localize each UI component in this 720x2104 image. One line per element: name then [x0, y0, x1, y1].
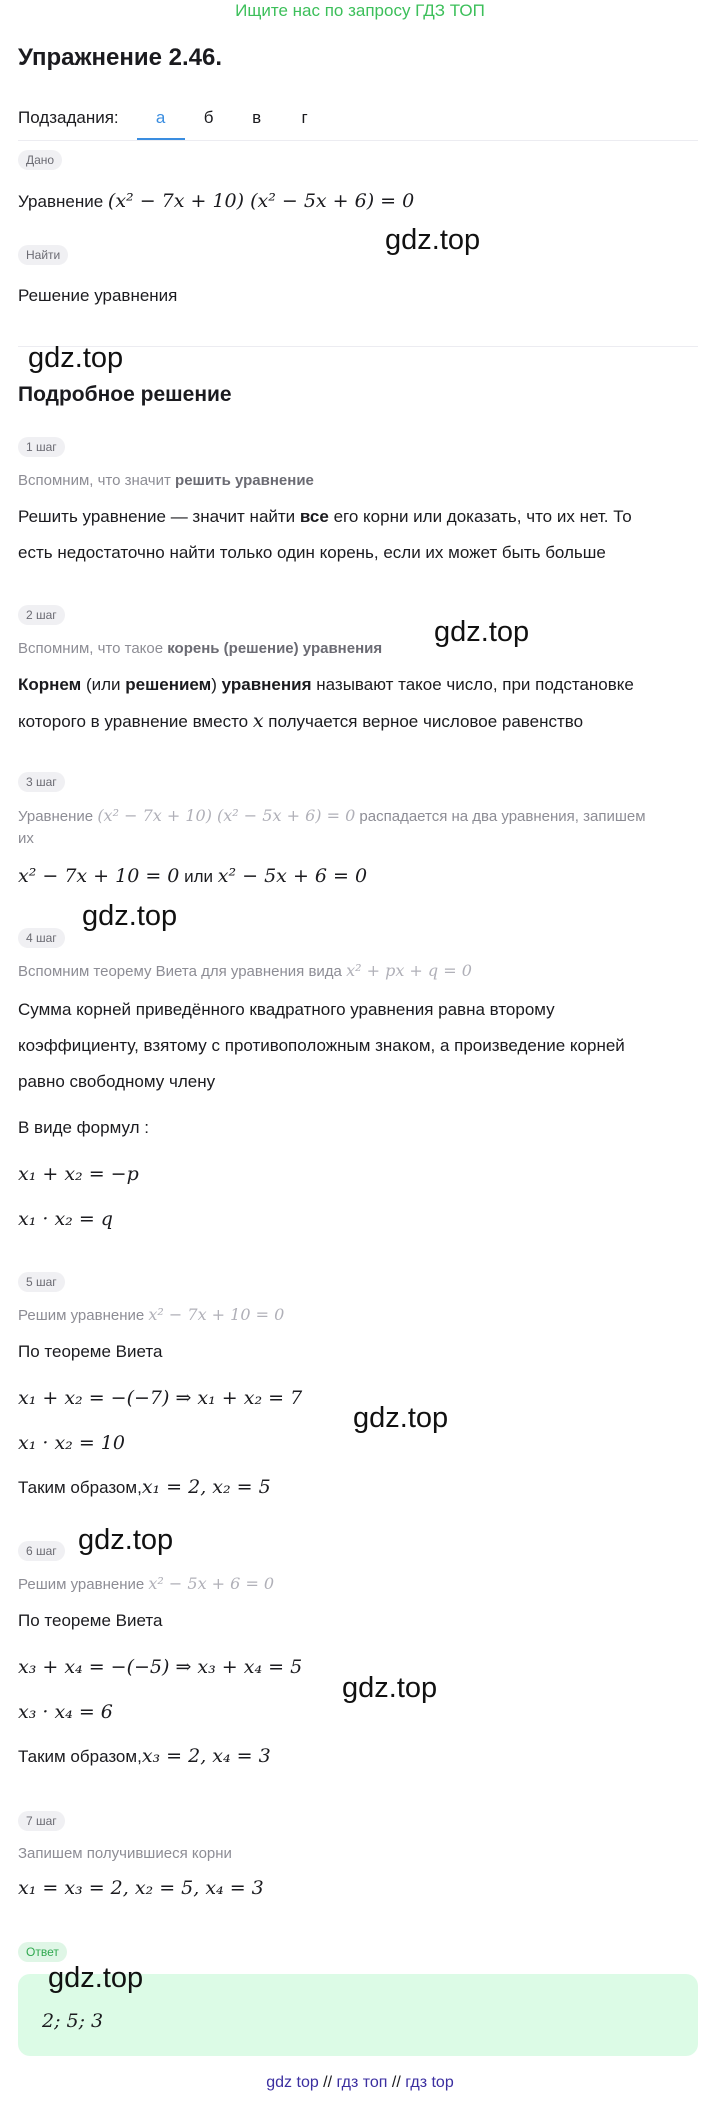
- step-4-hint: Вспомним теорему Виета для уравнения вида x² + px + q = 0: [18, 961, 472, 980]
- solution-title: Подробное решение: [18, 383, 232, 406]
- watermark: gdz.top: [385, 224, 481, 256]
- watermark: gdz.top: [48, 1962, 144, 1994]
- step-2-body: Корнем (или решением) уравнения называют такое число, при подстановке которого в уравнение вместо x получается верное числовое равенство: [18, 675, 634, 732]
- step-3-equations: x² − 7x + 10 = 0 или x² − 5x + 6 = 0: [18, 865, 368, 887]
- given-pill: Дано: [18, 150, 62, 170]
- step-5-pill: 5 шаг: [18, 1272, 65, 1292]
- step-1-pill: 1 шаг: [18, 437, 65, 457]
- step-6-pill: 6 шаг: [18, 1541, 65, 1561]
- footer-links: gdz top // гдз топ // гдз top: [266, 2074, 454, 2091]
- step-3-hint: Уравнение (x² − 7x + 10) (x² − 5x + 6) = 0 распадается на два уравнения, запишем их: [18, 806, 646, 847]
- page-title: Упражнение 2.46.: [18, 44, 223, 71]
- search-banner[interactable]: Ищите нас по запросу ГДЗ ТОП: [235, 1, 485, 20]
- tab-g[interactable]: г: [301, 108, 308, 127]
- watermark: gdz.top: [82, 900, 178, 932]
- subtasks-label: Подзадания:: [18, 108, 119, 127]
- subtasks-tabs: [18, 96, 698, 141]
- step-6-theorem: По теореме Виета: [18, 1611, 163, 1630]
- step-5-sum: x₁ + x₂ = −(−7) ⇒ x₁ + x₂ = 7: [18, 1387, 303, 1409]
- given-text: [18, 183, 414, 220]
- tab-v[interactable]: в: [252, 108, 262, 127]
- watermark: gdz.top: [28, 342, 124, 374]
- find-pill: Найти: [18, 245, 68, 265]
- step-6-result: Таким образом,x₃ = 2, x₄ = 3: [18, 1745, 271, 1767]
- given-equation: (x² − 7x + 10) (x² − 5x + 6) = 0: [107, 190, 415, 212]
- footer-link-gdz-top-mixed[interactable]: гдз top: [405, 2074, 454, 2091]
- watermark: gdz.top: [78, 1524, 174, 1556]
- watermark: gdz.top: [434, 616, 530, 648]
- given-prefix: Уравнение: [18, 192, 104, 211]
- answer-pill: Ответ: [18, 1942, 67, 1962]
- watermark: gdz.top: [342, 1672, 438, 1704]
- formula-product: x₁ · x₂ = q: [18, 1208, 113, 1230]
- step-2-hint: Вспомним, что такое корень (решение) уравнения: [18, 640, 383, 657]
- step-3-pill: 3 шаг: [18, 772, 65, 792]
- step-5-hint: Решим уравнение x² − 7x + 10 = 0: [18, 1305, 285, 1324]
- watermark: gdz.top: [353, 1402, 449, 1434]
- step-6-product: x₃ · x₄ = 6: [18, 1701, 113, 1723]
- tab-b[interactable]: б: [203, 108, 214, 127]
- step-7-result: x₁ = x₃ = 2, x₂ = 5, x₄ = 3: [18, 1877, 264, 1899]
- step-1-hint: Вспомним, что значит решить уравнение: [18, 472, 314, 489]
- find-text: Решение уравнения: [18, 286, 178, 305]
- step-4-body: Сумма корней приведённого квадратного уравнения равна второму коэффициенту, взятому с противоположным знаком, а произведение корней равно свободному члену: [18, 1000, 625, 1091]
- step-6-sum: x₃ + x₄ = −(−5) ⇒ x₃ + x₄ = 5: [18, 1656, 303, 1678]
- formula-sum: x₁ + x₂ = −p: [18, 1163, 139, 1185]
- step-1-body: Решить уравнение — значит найти все его корни или доказать, что их нет. То есть недостаточно найти только один корень, если их может быть больше: [18, 507, 632, 562]
- step-5-result: Таким образом,x₁ = 2, x₂ = 5: [18, 1476, 271, 1498]
- footer-link-gdz-top[interactable]: gdz top: [266, 2074, 319, 2091]
- answer-value: 2; 5; 3: [42, 2010, 104, 2032]
- step-2-pill: 2 шаг: [18, 605, 65, 625]
- exercise-page: [18, 30, 698, 141]
- step-7-hint: Запишем получившиеся корни: [18, 1845, 232, 1862]
- footer-link-gdz-top-ru[interactable]: гдз топ: [336, 2074, 388, 2091]
- step-4-pill: 4 шаг: [18, 928, 65, 948]
- step-7-pill: 7 шаг: [18, 1811, 65, 1831]
- step-6-hint: Решим уравнение x² − 5x + 6 = 0: [18, 1574, 275, 1593]
- tab-a[interactable]: а: [137, 96, 185, 140]
- step-5-theorem: По теореме Виета: [18, 1342, 163, 1361]
- step-5-product: x₁ · x₂ = 10: [18, 1432, 125, 1454]
- formulas-label: В виде формул :: [18, 1118, 149, 1137]
